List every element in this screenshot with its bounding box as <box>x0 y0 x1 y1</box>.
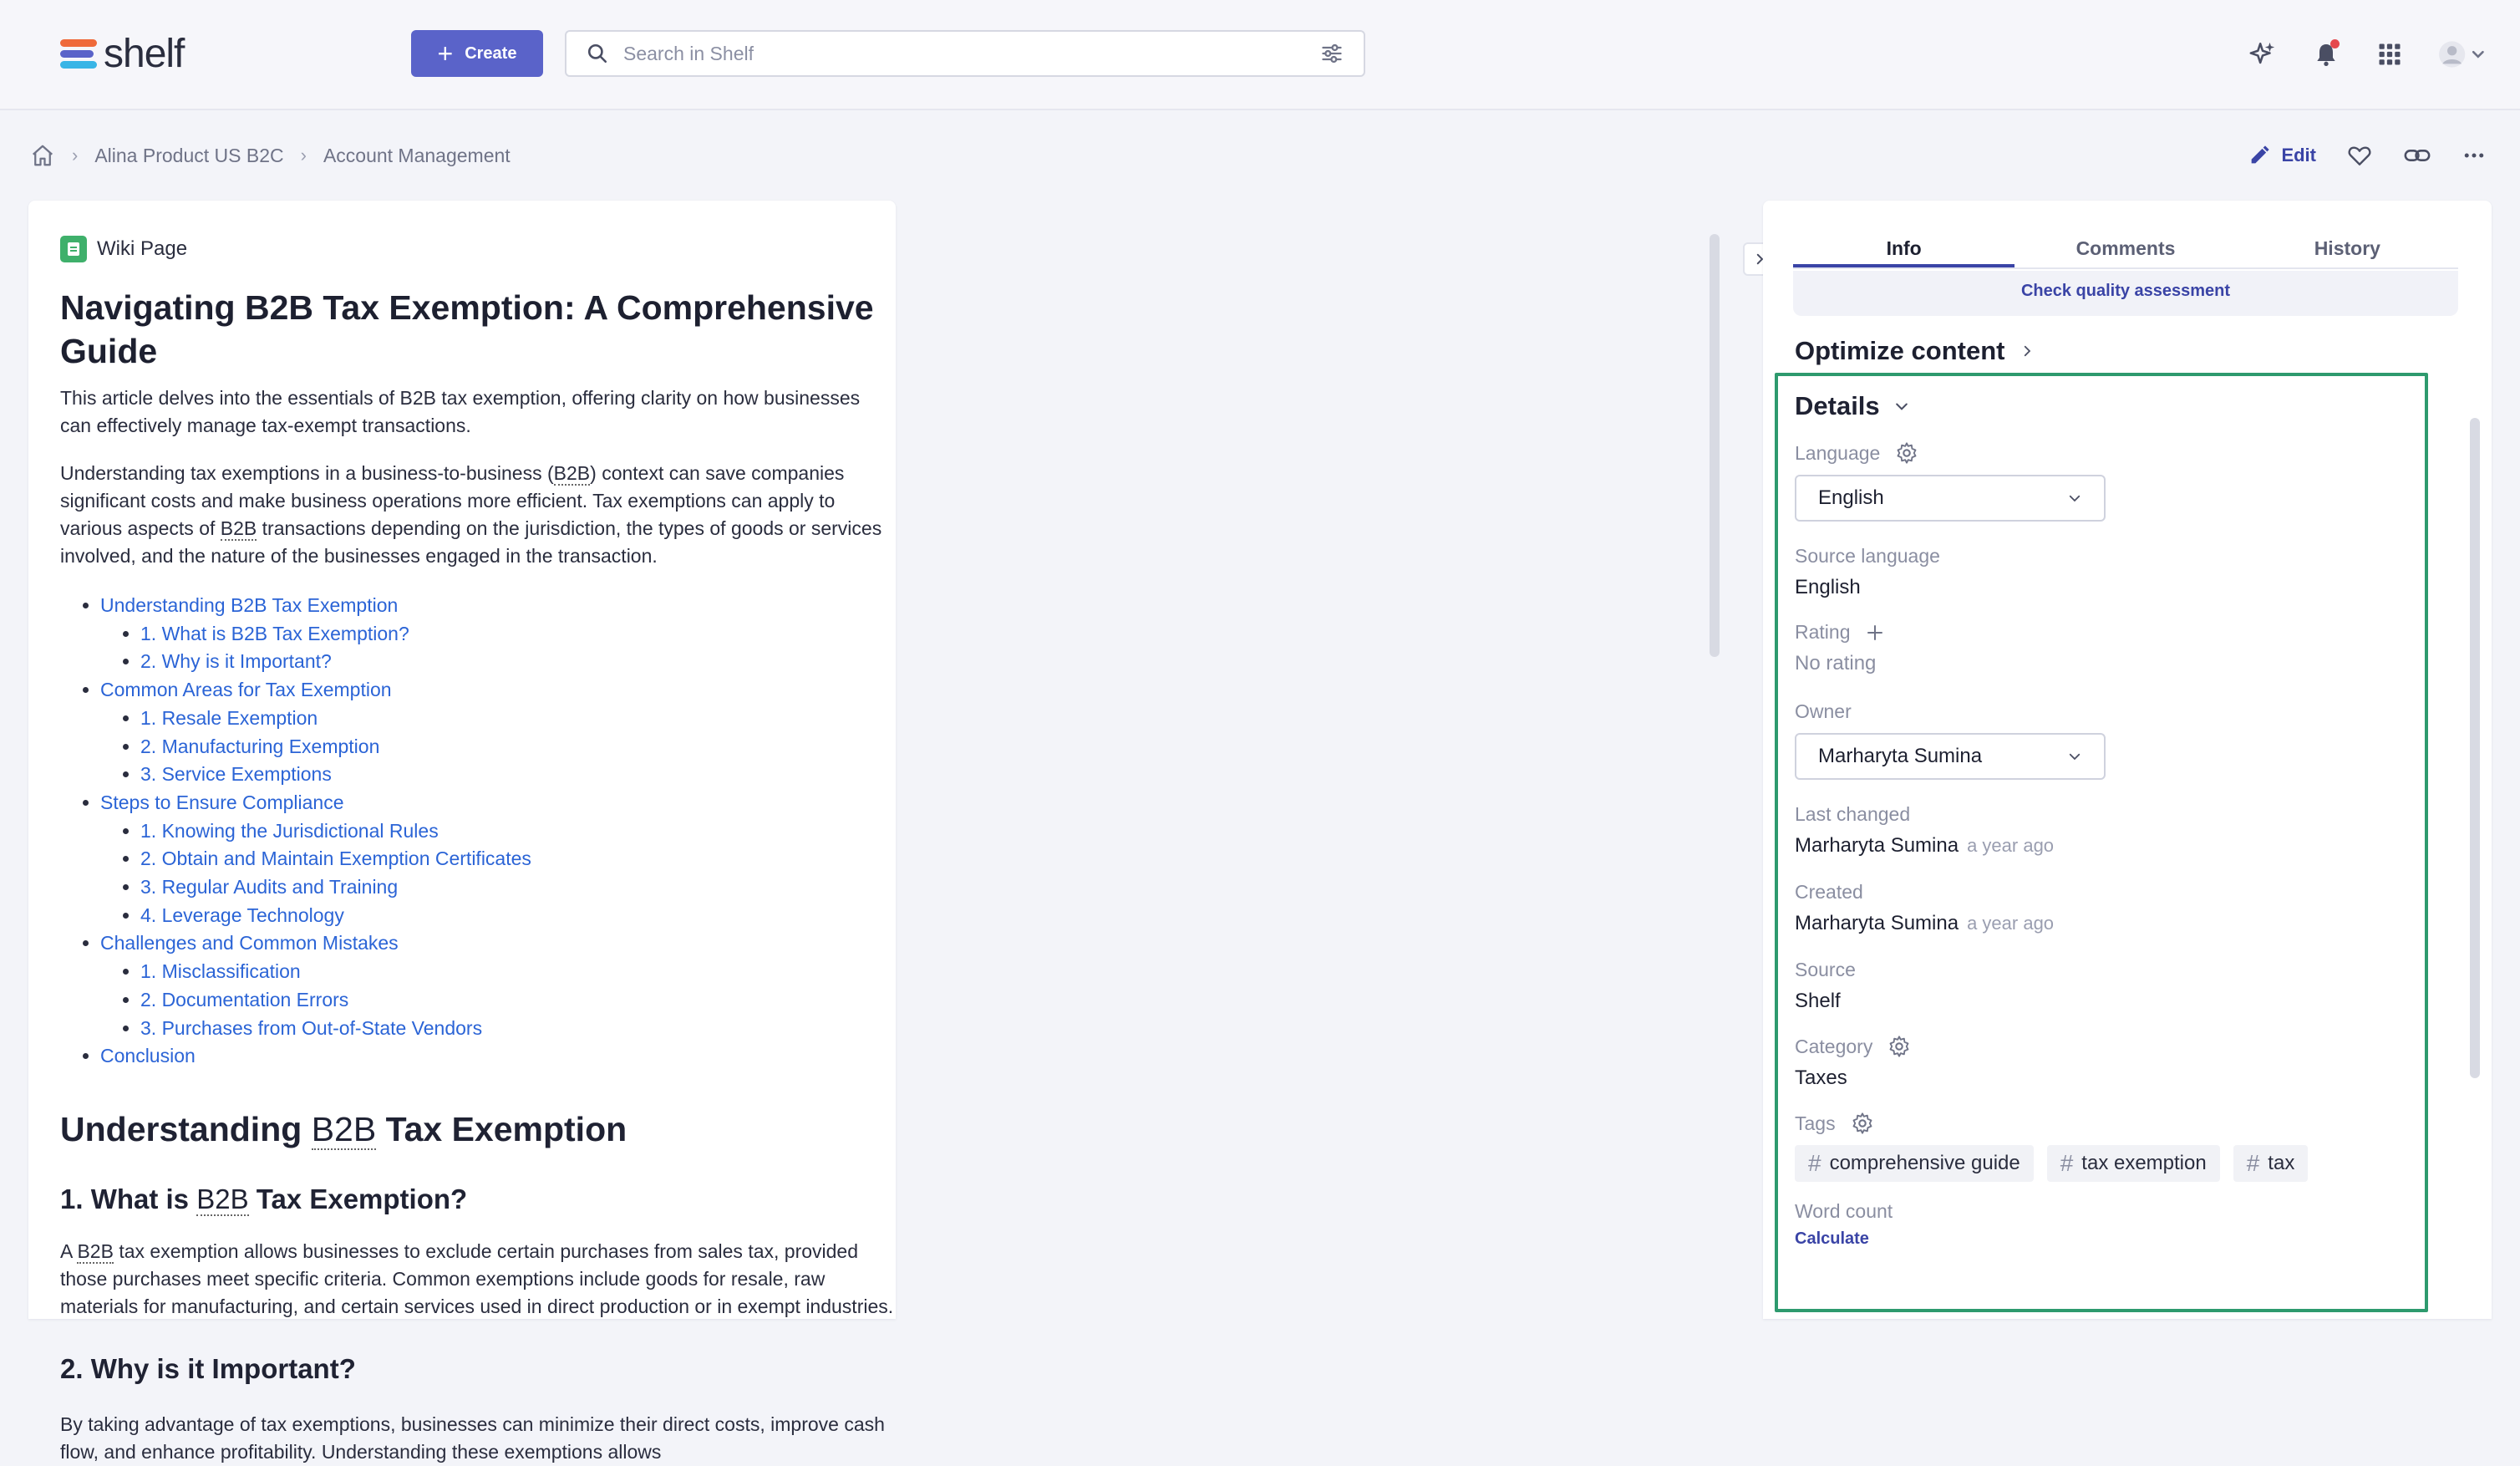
toc-link[interactable]: 1. What is B2B Tax Exemption? <box>140 622 409 644</box>
toc-subitem <box>140 902 896 930</box>
rating-label-text: Rating <box>1795 621 1851 643</box>
info-tabs <box>1793 231 2458 269</box>
toc-subitem <box>140 845 896 873</box>
subsection-heading: 2. Why is it Important? <box>60 1352 356 1384</box>
toc-subitem <box>140 1015 896 1043</box>
text-run: tax exemption allows businesses to exclude certain purchases from sales tax, provided those purchases meet specific criteria. Common exemptions include goods for resale, raw materials for manufacturing, and certain services used in direct production or in exempt industries. <box>60 1239 894 1317</box>
breadcrumb-item-folder[interactable]: Account Management <box>323 144 511 166</box>
hash-icon: # <box>2246 1150 2260 1176</box>
check-quality-link[interactable]: Check quality assessment <box>2020 282 2231 300</box>
owner-value: Marharyta Sumina <box>1818 745 1983 767</box>
abbreviation[interactable]: B2B <box>77 1239 114 1262</box>
user-avatar-icon[interactable] <box>2436 38 2487 71</box>
text-run: Tax Exemption <box>376 1109 627 1148</box>
tab-history[interactable]: History <box>2314 237 2380 259</box>
article-scrollbar[interactable] <box>1710 234 1720 657</box>
chevron-right-icon: › <box>300 145 307 165</box>
toc-sublist <box>140 958 896 1042</box>
toc-subitem <box>140 733 896 761</box>
last-changed-label: Last changed <box>1795 803 1911 825</box>
text-run: Understanding <box>60 1109 312 1148</box>
text-run: ) context can save companies significant costs and make business operations more efficient. Tax exemptions can apply to various aspects of <box>60 462 845 539</box>
article-intro: This article delves into the essentials of B2B tax exemption, offering clarity on how businesses can effectively manage tax-exempt transactions. <box>60 387 861 436</box>
tag-chip[interactable] <box>2233 1145 2309 1182</box>
search-input[interactable] <box>565 30 1365 77</box>
gear-icon[interactable] <box>1887 1035 1911 1058</box>
section-heading <box>60 1107 896 1151</box>
shelf-logo-mark <box>60 34 99 73</box>
details-section <box>1775 373 2428 1312</box>
article-actions <box>2248 139 2487 172</box>
toc-item <box>100 929 896 1042</box>
details-header[interactable] <box>1795 388 2413 425</box>
toc-link[interactable]: 3. Regular Audits and Training <box>140 876 399 898</box>
toc-subitem <box>140 620 896 649</box>
abbreviation[interactable]: B2B <box>196 1183 249 1214</box>
language-value: English <box>1818 486 1884 509</box>
text-run: A <box>60 1239 78 1262</box>
content-type-badge <box>60 234 896 264</box>
text-run: transactions depending on the jurisdiction, the types of goods or services involved, and the nature of the businesses engaged in the transaction. <box>60 517 882 567</box>
article-panel <box>28 201 896 1463</box>
edit-button[interactable] <box>2248 144 2316 167</box>
search-icon <box>587 43 608 64</box>
top-icons <box>2246 33 2487 75</box>
toc-sublist <box>140 817 896 930</box>
create-button[interactable] <box>411 30 543 77</box>
category-label-text: Category <box>1795 1035 1873 1057</box>
language-label <box>1795 441 2413 465</box>
table-of-contents <box>100 592 896 1071</box>
filter-sliders-icon[interactable] <box>1320 42 1344 65</box>
text-run: 1. What is <box>60 1183 197 1214</box>
chevron-down-icon <box>2067 491 2082 506</box>
toc-link[interactable]: 2. Obtain and Maintain Exemption Certificates <box>140 848 531 870</box>
language-select[interactable] <box>1795 475 2106 522</box>
created-time: a year ago <box>1967 913 2055 934</box>
gear-icon[interactable] <box>1851 1112 1874 1135</box>
tag-label: tax exemption <box>2081 1152 2207 1174</box>
edit-label: Edit <box>2281 145 2316 165</box>
toc-link[interactable]: 1. Resale Exemption <box>140 706 318 729</box>
details-content <box>1795 388 2413 1249</box>
chevron-right-icon <box>2020 344 2035 359</box>
breadcrumb <box>30 140 511 171</box>
toc-link[interactable]: 3. Service Exemptions <box>140 763 332 786</box>
tags-label <box>1795 1112 2413 1135</box>
tag-label: comprehensive guide <box>1829 1152 2020 1174</box>
top-bar <box>0 0 2520 110</box>
article-title: Navigating B2B Tax Exemption: A Comprehensive Guide <box>60 288 874 370</box>
toc-link[interactable]: 1. Misclassification <box>140 960 301 983</box>
tags-label-text: Tags <box>1795 1112 1836 1134</box>
toc-sublist <box>140 620 896 676</box>
logo-text: shelf <box>104 31 185 76</box>
notification-dot <box>2330 39 2340 48</box>
word-count-label: Word count <box>1795 1200 1893 1222</box>
rating-value: No rating <box>1795 652 1877 674</box>
toc-link[interactable]: 3. Purchases from Out-of-State Vendors <box>140 1016 483 1039</box>
toc-subitem <box>140 648 896 676</box>
toc-item <box>100 1042 896 1071</box>
shelf-logo[interactable] <box>60 32 184 75</box>
toc-link[interactable]: Challenges and Common Mistakes <box>100 932 399 954</box>
toc-subitem <box>140 705 896 733</box>
breadcrumb-item-project[interactable]: Alina Product US B2C <box>94 144 284 166</box>
plus-icon[interactable] <box>1865 623 1885 643</box>
hash-icon: # <box>1808 1150 1821 1176</box>
article-paragraph: By taking advantage of tax exemptions, businesses can minimize their direct costs, improve cash flow, and enhance profitability. Understanding these exemptions allows <box>60 1413 885 1463</box>
toc-item <box>100 789 896 930</box>
last-changed-user: Marharyta Sumina <box>1795 834 1959 857</box>
toc-sublist <box>140 705 896 789</box>
text-run: Understanding tax exemptions in a business-to-business ( <box>60 462 554 484</box>
search-placeholder: Search in Shelf <box>623 42 754 64</box>
chevron-down-icon <box>2067 749 2082 764</box>
toc-link[interactable]: 2. Manufacturing Exemption <box>140 735 380 757</box>
link-icon[interactable] <box>2403 141 2431 170</box>
article-paragraph <box>60 1238 896 1321</box>
chevron-down-icon <box>1893 398 1910 415</box>
create-label: Create <box>465 43 517 63</box>
toc-item <box>100 592 896 676</box>
info-panel <box>1763 201 2492 1319</box>
source-language-value: English <box>1795 576 1861 598</box>
rating-label <box>1795 621 2413 644</box>
toc-link[interactable]: Steps to Ensure Compliance <box>100 791 344 813</box>
toc-item <box>100 676 896 789</box>
optimize-label: Optimize content <box>1795 336 2005 365</box>
tag-chip[interactable] <box>2047 1145 2220 1182</box>
info-panel-scrollbar[interactable] <box>2470 418 2480 1078</box>
tab-info[interactable]: Info <box>1793 231 2014 267</box>
owner-select[interactable] <box>1795 733 2106 780</box>
chevron-right-icon: › <box>72 145 79 165</box>
tag-label: tax <box>2268 1152 2295 1174</box>
category-value: Taxes <box>1795 1066 1847 1089</box>
quality-assessment-card <box>1793 271 2458 316</box>
source-value: Shelf <box>1795 990 1841 1012</box>
toc-link[interactable]: 2. Why is it Important? <box>140 650 332 673</box>
text-run: Tax Exemption? <box>248 1183 468 1214</box>
abbreviation[interactable]: B2B <box>553 462 591 484</box>
category-label <box>1795 1035 2413 1058</box>
toc-subitem <box>140 761 896 789</box>
bell-icon[interactable] <box>2309 38 2343 71</box>
abbreviation[interactable]: B2B <box>220 517 257 539</box>
gear-icon[interactable] <box>1895 441 1918 465</box>
sparkle-icon[interactable] <box>2246 38 2279 71</box>
last-changed-value <box>1795 834 2413 858</box>
toc-subitem <box>140 986 896 1015</box>
apps-grid-icon[interactable] <box>2373 38 2406 71</box>
toc-link[interactable]: 1. Knowing the Jurisdictional Rules <box>140 819 439 842</box>
abbreviation[interactable]: B2B <box>311 1109 377 1148</box>
language-label-text: Language <box>1795 441 1881 464</box>
heart-icon[interactable] <box>2346 142 2373 169</box>
hash-icon: # <box>2060 1150 2074 1176</box>
article-paragraph <box>60 460 896 570</box>
created-value <box>1795 912 2413 935</box>
owner-label: Owner <box>1795 700 1852 722</box>
article-content <box>60 234 896 1466</box>
plus-icon: + <box>437 38 454 69</box>
content-type-label: Wiki Page <box>97 237 188 260</box>
created-user: Marharyta Sumina <box>1795 912 1959 934</box>
source-label: Source <box>1795 959 1856 980</box>
subsection-heading <box>60 1181 896 1218</box>
tag-chip[interactable] <box>1795 1145 2034 1182</box>
toc-link[interactable]: Common Areas for Tax Exemption <box>100 679 392 701</box>
toc-subitem <box>140 873 896 902</box>
optimize-content-link[interactable] <box>1795 336 2035 366</box>
calculate-word-count-link[interactable]: Calculate <box>1795 1229 1869 1248</box>
toc-link[interactable]: Conclusion <box>100 1045 196 1067</box>
toc-link[interactable]: Understanding B2B Tax Exemption <box>100 594 399 616</box>
source-language-label: Source language <box>1795 545 1940 567</box>
pencil-icon <box>2248 144 2271 167</box>
home-icon[interactable] <box>30 143 55 168</box>
toc-link[interactable]: 2. Documentation Errors <box>140 988 349 1010</box>
toc-link[interactable]: 4. Leverage Technology <box>140 904 344 926</box>
more-icon[interactable] <box>2462 143 2487 168</box>
wiki-doc-icon <box>60 236 87 262</box>
tab-comments[interactable]: Comments <box>2075 237 2176 259</box>
toc-subitem <box>140 817 896 846</box>
last-changed-time: a year ago <box>1967 835 2055 856</box>
created-label: Created <box>1795 881 1863 903</box>
tags-list <box>1795 1145 2413 1182</box>
toc-subitem <box>140 958 896 986</box>
details-title: Details <box>1795 391 1880 420</box>
